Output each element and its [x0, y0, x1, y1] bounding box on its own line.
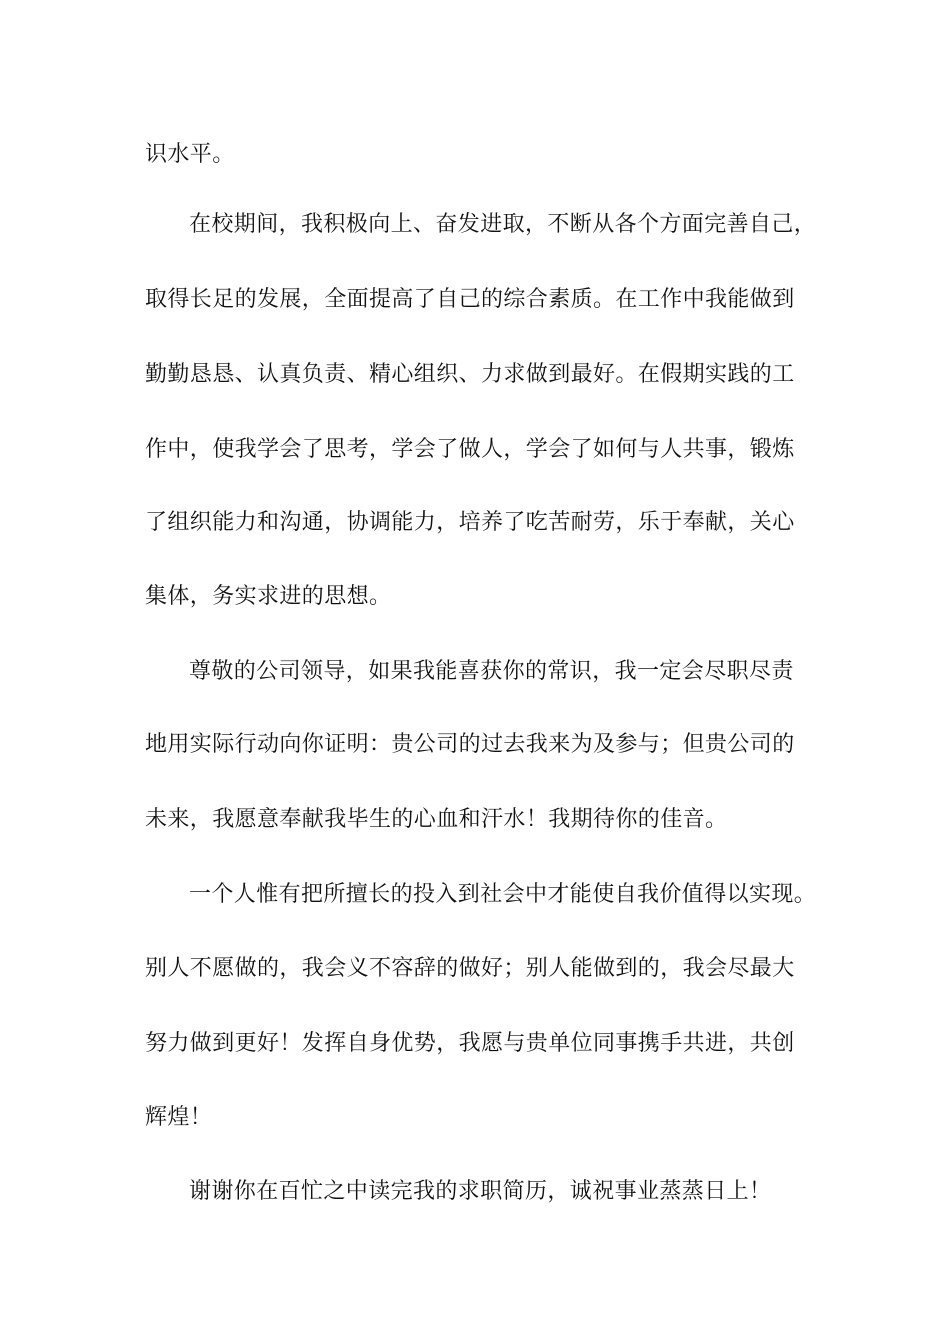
text-line-9: 地用实际行动向你证明：贵公司的过去我来为及参与；但贵公司的: [145, 732, 795, 757]
text-line-4: 勤勤恳恳、认真负责、精心组织、力求做到最好。在假期实践的工: [145, 362, 795, 387]
text-line-12: 别人不愿做的，我会义不容辞的做好；别人能做到的，我会尽最大: [145, 956, 795, 981]
text-line-7: 集体，务实求进的思想。: [145, 584, 392, 609]
text-line-1: 识水平。: [145, 142, 235, 167]
text-line-15: 谢谢你在百忙之中读完我的求职简历，诚祝事业蒸蒸日上！: [189, 1179, 772, 1204]
text-line-5: 作中，使我学会了思考，学会了做人，学会了如何与人共事，锻炼: [145, 437, 795, 462]
text-line-13: 努力做到更好！发挥自身优势，我愿与贵单位同事携手共进，共创: [145, 1031, 795, 1056]
text-line-10: 未来，我愿意奉献我毕生的心血和汗水！我期待你的佳音。: [145, 807, 728, 832]
text-line-8: 尊敬的公司领导，如果我能喜获你的常识，我一定会尽职尽责: [189, 659, 794, 684]
text-line-3: 取得长足的发展，全面提高了自己的综合素质。在工作中我能做到: [145, 287, 795, 312]
text-line-2: 在校期间，我积极向上、奋发进取，不断从各个方面完善自己，: [189, 212, 817, 237]
text-line-6: 了组织能力和沟通，协调能力，培养了吃苦耐劳，乐于奉献，关心: [145, 510, 795, 535]
text-line-14: 辉煌！: [145, 1105, 213, 1130]
text-line-11: 一个人惟有把所擅长的投入到社会中才能使自我价值得以实现。: [189, 882, 817, 907]
